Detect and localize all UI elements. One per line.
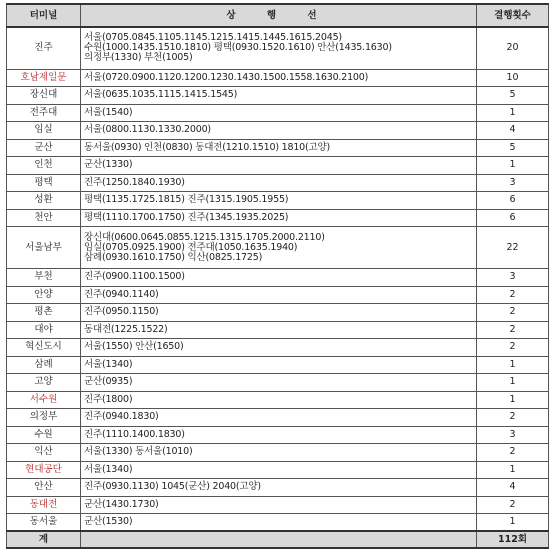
terminal-cell: 호남제일문 (7, 69, 81, 87)
count-cell: 1 (477, 356, 549, 374)
route-line: 삼례(0930.1610.1750) 익산(0825.1725) (84, 251, 263, 263)
route-line: 진주(0900.1100.1500) (84, 271, 185, 283)
table-row (7, 87, 549, 105)
count-cell: 20 (477, 27, 549, 69)
table-row (7, 69, 549, 87)
terminal-cell: 인천 (7, 157, 81, 175)
route-line: 서울(1330) 동서울(1010) (84, 446, 193, 458)
route-line: 장신대(0600.0645.0855.1215.1315.1705.2000.2110) (84, 231, 325, 243)
route-line: 서울(0635.1035.1115.1415.1545) (84, 89, 238, 101)
table-row (7, 269, 549, 287)
table-row (7, 339, 549, 357)
count-cell: 22 (477, 227, 549, 269)
terminal-cell: 안산 (7, 479, 81, 497)
terminal-cell: 동서울 (7, 514, 81, 532)
route-cell (81, 461, 477, 479)
route-cell (81, 269, 477, 287)
route-line: 서울(0705.0845.1105.1145.1215.1415.1445.1615.2045) (84, 32, 342, 44)
table-row (7, 139, 549, 157)
route-line: 수원(1000.1435.1510.1810) 평택(0930.1520.1610) 안산(1435.1630) (84, 42, 392, 54)
total-label: 계 (7, 531, 81, 548)
table-row (7, 444, 549, 462)
route-cell (81, 139, 477, 157)
document-page (6, 3, 549, 549)
count-cell: 6 (477, 192, 549, 210)
count-cell: 2 (477, 409, 549, 427)
cancellation-table (6, 3, 549, 549)
table-row (7, 174, 549, 192)
terminal-cell: 군산 (7, 139, 81, 157)
route-line: 진주(1800) (84, 393, 133, 405)
terminal-cell: 평촌 (7, 304, 81, 322)
terminal-cell: 대야 (7, 321, 81, 339)
terminal-cell: 익산 (7, 444, 81, 462)
total-count: 112회 (477, 531, 549, 548)
route-cell (81, 286, 477, 304)
route-line: 임실(0705.0925.1900) 전주대(1050.1635.1940) (84, 241, 298, 253)
route-line: 서울(1340) (84, 358, 133, 370)
count-cell: 5 (477, 87, 549, 105)
count-cell: 6 (477, 209, 549, 227)
table-row (7, 391, 549, 409)
table-row (7, 479, 549, 497)
count-cell: 3 (477, 426, 549, 444)
route-cell (81, 157, 477, 175)
route-line: 서울(1540) (84, 106, 133, 118)
route-column-header: 상 행 선 (81, 4, 477, 27)
route-line: 진주(0940.1140) (84, 288, 159, 300)
terminal-column-header: 터미널 (7, 4, 81, 27)
terminal-cell: 동대전 (7, 496, 81, 514)
terminal-cell: 천안 (7, 209, 81, 227)
route-line: 진주(0940.1830) (84, 411, 159, 423)
table-row (7, 122, 549, 140)
table-row (7, 356, 549, 374)
route-line: 의정부(1330) 부천(1005) (84, 52, 193, 64)
terminal-cell: 장신대 (7, 87, 81, 105)
route-cell (81, 409, 477, 427)
terminal-cell: 안양 (7, 286, 81, 304)
terminal-cell: 현대공단 (7, 461, 81, 479)
count-cell: 1 (477, 514, 549, 532)
route-cell (81, 304, 477, 322)
count-cell: 5 (477, 139, 549, 157)
terminal-cell: 혁신도시 (7, 339, 81, 357)
route-line: 서울(1340) (84, 463, 133, 475)
count-cell: 3 (477, 174, 549, 192)
route-cell (81, 192, 477, 210)
route-line: 진주(0930.1130) 1045(군산) 2040(고양) (84, 481, 261, 493)
table-row (7, 209, 549, 227)
route-cell (81, 374, 477, 392)
terminal-cell: 부천 (7, 269, 81, 287)
terminal-cell: 삼례 (7, 356, 81, 374)
count-cell: 4 (477, 122, 549, 140)
route-cell (81, 174, 477, 192)
count-column-header: 결행횟수 (477, 4, 549, 27)
table-row (7, 409, 549, 427)
route-cell (81, 496, 477, 514)
route-cell (81, 321, 477, 339)
terminal-cell: 고양 (7, 374, 81, 392)
table-row (7, 104, 549, 122)
route-cell (81, 209, 477, 227)
route-line: 진주(1250.1840.1930) (84, 176, 185, 188)
route-line: 군산(0935) (84, 376, 133, 388)
table-row (7, 461, 549, 479)
terminal-cell: 의정부 (7, 409, 81, 427)
terminal-cell: 진주 (7, 27, 81, 69)
route-cell (81, 87, 477, 105)
route-line: 서울(0800.1130.1330.2000) (84, 124, 211, 136)
count-cell: 1 (477, 157, 549, 175)
table-row (7, 286, 549, 304)
route-cell (81, 479, 477, 497)
route-cell (81, 356, 477, 374)
route-line: 진주(1110.1400.1830) (84, 428, 185, 440)
terminal-cell: 서울남부 (7, 227, 81, 269)
terminal-cell: 전주대 (7, 104, 81, 122)
terminal-cell: 임실 (7, 122, 81, 140)
table-row (7, 496, 549, 514)
route-line: 군산(1330) (84, 159, 133, 171)
route-line: 동서울(0930) 인천(0830) 동대전(1210.1510) 1810(고양) (84, 141, 330, 153)
route-line: 서울(1550) 안산(1650) (84, 341, 184, 353)
table-row (7, 192, 549, 210)
route-line: 동대전(1225.1522) (84, 323, 168, 335)
route-cell (81, 69, 477, 87)
table-row (7, 157, 549, 175)
terminal-cell: 서수원 (7, 391, 81, 409)
count-cell: 2 (477, 286, 549, 304)
table-row (7, 304, 549, 322)
count-cell: 1 (477, 374, 549, 392)
route-cell (81, 122, 477, 140)
count-cell: 10 (477, 69, 549, 87)
table-header-row (7, 4, 549, 27)
route-cell (81, 27, 477, 69)
terminal-cell: 평택 (7, 174, 81, 192)
route-cell (81, 339, 477, 357)
count-cell: 2 (477, 321, 549, 339)
table-row (7, 374, 549, 392)
route-line: 진주(0950.1150) (84, 306, 159, 318)
route-line: 평택(1110.1700.1750) 진주(1345.1935.2025) (84, 211, 289, 223)
route-line: 군산(1530) (84, 516, 133, 527)
count-cell: 2 (477, 304, 549, 322)
count-cell: 2 (477, 444, 549, 462)
route-line: 평택(1135.1725.1815) 진주(1315.1905.1955) (84, 194, 289, 206)
count-cell: 4 (477, 479, 549, 497)
route-cell (81, 391, 477, 409)
table-row (7, 227, 549, 269)
count-cell: 2 (477, 496, 549, 514)
table-row (7, 514, 549, 532)
table-row (7, 321, 549, 339)
count-cell: 3 (477, 269, 549, 287)
terminal-cell: 수원 (7, 426, 81, 444)
route-cell (81, 227, 477, 269)
route-line: 서울(0720.0900.1120.1200.1230.1430.1500.1558.1630.2100) (84, 71, 369, 83)
count-cell: 1 (477, 461, 549, 479)
count-cell: 2 (477, 339, 549, 357)
table-row (7, 27, 549, 69)
count-cell: 1 (477, 104, 549, 122)
route-cell (81, 426, 477, 444)
table-row (7, 426, 549, 444)
terminal-cell: 성환 (7, 192, 81, 210)
route-cell (81, 444, 477, 462)
route-cell (81, 514, 477, 532)
route-line: 군산(1430.1730) (84, 498, 159, 510)
route-cell (81, 104, 477, 122)
count-cell: 1 (477, 391, 549, 409)
